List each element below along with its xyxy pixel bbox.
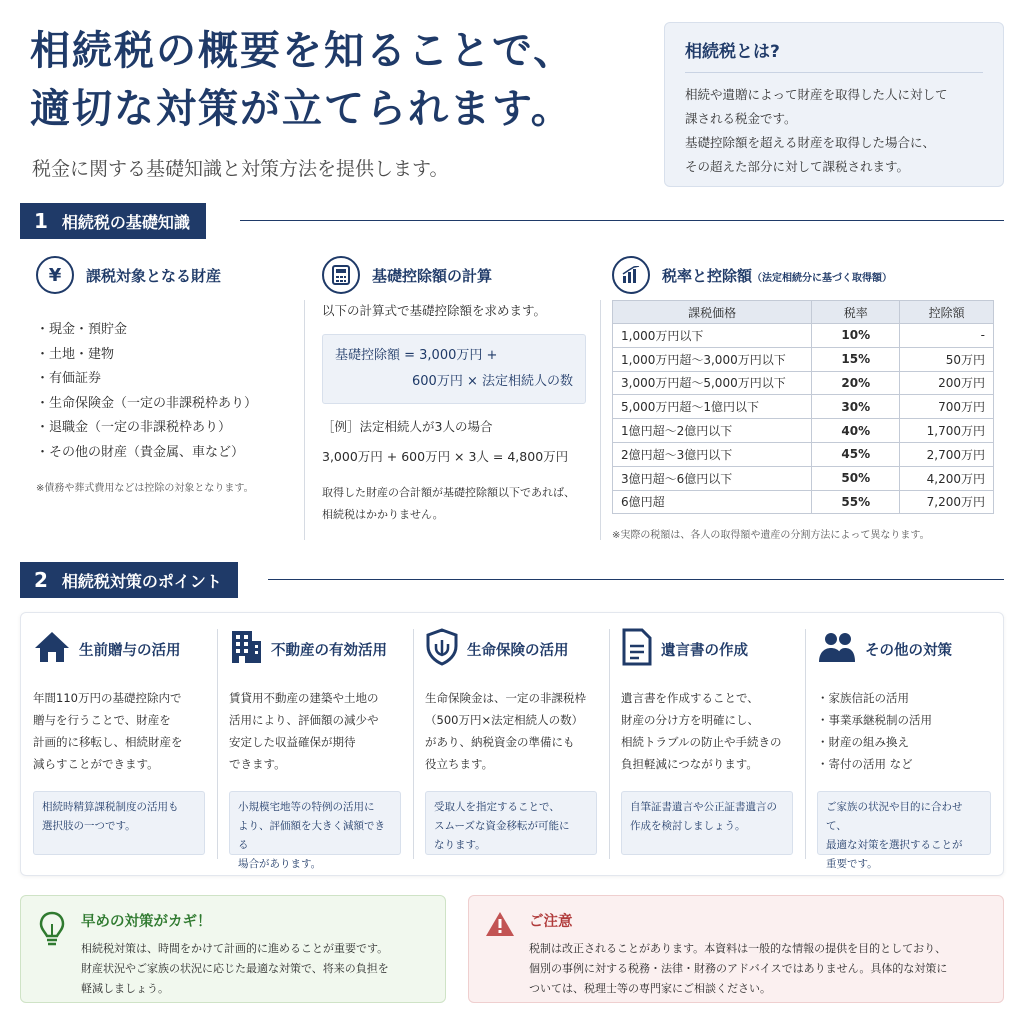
rates-column (612, 256, 1004, 541)
text-line: 贈与を行うことで、財産を (33, 713, 171, 727)
text-line: ・財産の組み換え (817, 735, 909, 749)
deduction-example-calc: 3,000万円 + 600万円 × 3人 = 4,800万円 (322, 449, 569, 464)
table-cell: 3億円超～6億円以下 (613, 466, 812, 490)
point-card-text (425, 687, 597, 787)
note-line: 作成を検討しましょう。 (630, 820, 746, 832)
text-line: 遺言書を作成することで、 (621, 691, 759, 705)
document-icon (621, 628, 653, 670)
title-line-1: 相続税の概要を知ることで、 (30, 27, 576, 74)
info-line: 課される税金です。 (685, 111, 797, 126)
table-header-cell: 控除額 (900, 301, 994, 324)
deduction-title: 基礎控除額の計算 (372, 266, 493, 285)
column-divider (304, 300, 305, 540)
deduction-footer-line: 相続税はかかりません。 (322, 508, 444, 521)
section-1-tag (20, 203, 206, 239)
section-title: 相続税の基礎知識 (61, 212, 190, 232)
table-cell: 40% (812, 419, 900, 443)
table-row (613, 347, 994, 371)
text-line: 役立ちます。 (425, 757, 494, 771)
table-cell: 700万円 (900, 395, 994, 419)
text-line: 負担軽減につながります。 (621, 757, 758, 771)
rates-title-note: （法定相続分に基づく取得額） (752, 272, 893, 284)
info-box-title: 相続税とは? (685, 37, 983, 73)
formula-line-2: 600万円 × 法定相続人の数 (412, 374, 573, 389)
table-row (613, 490, 994, 514)
deduction-intro: 以下の計算式で基礎控除額を求めます。 (322, 303, 547, 318)
table-cell: 20% (812, 371, 900, 395)
section-title: 相続税対策のポイント (61, 571, 222, 591)
table-cell: - (900, 324, 994, 348)
info-line: 基礎控除額を超える財産を取得した場合に、 (685, 135, 936, 150)
text-line: （500万円×法定相続人の数） (425, 713, 584, 727)
column-divider (600, 300, 601, 540)
section-2-heading (20, 562, 238, 598)
point-card-title: 遺言書の作成 (661, 642, 748, 659)
rates-title (662, 265, 892, 286)
list-item: ・有価証券 (36, 371, 102, 386)
table-cell: 200万円 (900, 371, 994, 395)
text-line: 安定した収益確保が期待 (229, 735, 356, 749)
house-icon (33, 630, 71, 668)
text-line: ついては、税理士等の専門家にご相談ください。 (529, 982, 771, 995)
note-line: より、評価額を大きく減額できる (238, 820, 385, 851)
section-2-tag (20, 562, 238, 598)
taxable-property-list (36, 318, 296, 465)
taxable-property-title: 課税対象となる財産 (86, 266, 222, 285)
section-number: 2 (34, 568, 48, 592)
note-line: スムーズな資金移転が可能に (434, 820, 570, 832)
deduction-footer-line: 取得した財産の合計額が基礎控除額以下であれば、 (322, 486, 575, 499)
note-line: 自筆証書遺言や公正証書遺言の (630, 801, 777, 813)
point-card-title: 不動産の有効活用 (271, 642, 387, 659)
point-card-note-box (425, 791, 597, 855)
point-card-heading (817, 629, 991, 669)
point-card-note-box (229, 791, 401, 870)
note-line: 小規模宅地等の特例の活用に (238, 801, 375, 813)
list-item: ・その他の財産（貴金属、車など） (36, 444, 245, 460)
table-row (613, 466, 994, 490)
table-cell: 15% (812, 347, 900, 371)
note-line: 選択肢の一つです。 (42, 820, 136, 832)
tip-text (81, 939, 389, 999)
section-number: 1 (34, 209, 48, 233)
text-line: 財産の分け方を明確にし、 (621, 713, 759, 727)
rates-note: ※実際の税額は、各人の取得額や遺産の分割方法によって異なります。 (612, 530, 930, 542)
point-card-note-box (33, 791, 205, 855)
text-line: 計画的に移転し、相続財産を (33, 735, 183, 749)
tip-title: 早めの対策がカギ！ (81, 914, 212, 930)
list-item: ・現金・預貯金 (36, 322, 128, 337)
point-card (609, 613, 805, 875)
info-box (664, 22, 1004, 187)
point-card-heading (621, 629, 793, 669)
deduction-footer (322, 482, 592, 526)
text-line: 税制は改正されることがあります。本資料は一般的な情報の提供を目的としており、 (529, 942, 947, 955)
bar-chart-icon (612, 256, 650, 294)
text-line: できます。 (229, 757, 286, 771)
rates-title-text: 税率と控除額 (662, 266, 753, 285)
point-card-heading (33, 629, 205, 669)
formula-line-1: 基礎控除額 = 3,000万円 + (335, 348, 498, 363)
point-card-text (817, 687, 991, 787)
deduction-example-label: ［例］法定相続人が3人の場合 (322, 419, 493, 434)
table-cell: 1,000万円以下 (613, 324, 812, 348)
people-icon (817, 630, 857, 668)
text-line: 年間110万円の基礎控除内で (33, 691, 182, 705)
tip-callout (20, 895, 446, 1003)
warning-title: ご注意 (529, 914, 573, 930)
note-line: 最適な対策を選択することが (826, 839, 963, 851)
text-line: 個別の事例に対する税務・法律・財務のアドバイスではありません。具体的な対策に (529, 962, 948, 975)
table-cell: 7,200万円 (900, 490, 994, 514)
taxable-property-heading (36, 256, 296, 294)
table-cell: 6億円超 (613, 490, 812, 514)
warning-callout (468, 895, 1004, 1003)
text-line: ・事業承継税制の活用 (817, 713, 932, 727)
point-card-heading (425, 629, 597, 669)
taxable-property-column (36, 256, 296, 494)
table-cell: 55% (812, 490, 900, 514)
yen-coin-icon: ¥ (36, 256, 74, 294)
table-cell: 50% (812, 466, 900, 490)
point-card (805, 613, 1003, 875)
table-cell: 1,000万円超～3,000万円以下 (613, 347, 812, 371)
table-cell: 1億円超～2億円以下 (613, 419, 812, 443)
table-cell: 4,200万円 (900, 466, 994, 490)
point-card-heading (229, 629, 401, 669)
rates-heading (612, 256, 1004, 294)
table-row (613, 395, 994, 419)
table-row (613, 442, 994, 466)
table-row (613, 371, 994, 395)
table-cell: 10% (812, 324, 900, 348)
table-cell: 2億円超～3億円以下 (613, 442, 812, 466)
info-line: その超えた部分に対して課税されます。 (685, 159, 910, 174)
table-header-cell: 税率 (812, 301, 900, 324)
table-header-row (613, 301, 994, 324)
note-line: なります。 (434, 839, 486, 851)
section-1-heading (20, 203, 206, 239)
deduction-column (322, 256, 592, 526)
note-line: 受取人を指定することで、 (434, 801, 560, 813)
calculator-icon (322, 256, 360, 294)
note-line: 相続時精算課税制度の活用も (42, 801, 179, 813)
text-line: 軽減しましょう。 (81, 982, 169, 995)
warning-icon (485, 910, 515, 1002)
note-line: 場合があります。 (238, 858, 322, 870)
point-card (413, 613, 609, 875)
point-card-title: 生命保険の活用 (467, 642, 569, 659)
point-card-title: その他の対策 (865, 642, 952, 659)
text-line: ・家族信託の活用 (817, 691, 909, 705)
text-line: 減らすことができます。 (33, 757, 159, 771)
list-item: ・土地・建物 (36, 346, 115, 362)
point-card (21, 613, 217, 875)
info-line: 相続や遺贈によって財産を取得した人に対して (685, 87, 948, 102)
list-item: ・生命保険金（一定の非課税枠あり） (36, 395, 258, 411)
table-cell: 45% (812, 442, 900, 466)
text-line: 生命保険金は、一定の非課税枠 (425, 691, 586, 705)
note-line: ご家族の状況や目的に合わせて、 (826, 801, 963, 832)
point-card-text (621, 687, 793, 787)
deduction-formula-box (322, 334, 586, 404)
table-cell: 5,000万円超～1億円以下 (613, 395, 812, 419)
text-line: 財産状況やご家族の状況に応じた最適な対策で、将来の負担を (81, 962, 389, 975)
point-card-note-box (817, 791, 991, 870)
table-header-cell: 課税価格 (613, 301, 812, 324)
rates-table (612, 300, 994, 514)
warning-text (529, 939, 947, 999)
point-card-title: 生前贈与の活用 (79, 642, 181, 659)
text-line: 相続税対策は、時間をかけて計画的に進めることが重要です。 (81, 942, 389, 955)
points-panel (20, 612, 1004, 876)
page-title (30, 22, 575, 138)
taxable-property-note: ※債務や葬式費用などは控除の対象となります。 (36, 483, 254, 494)
text-line: ・寄付の活用 など (817, 757, 913, 771)
table-cell: 3,000万円超～5,000万円以下 (613, 371, 812, 395)
text-line: 相続トラブルの防止や手続きの (621, 735, 782, 749)
page-subtitle: 税金に関する基礎知識と対策方法を提供します。 (32, 158, 449, 180)
section-1-rule (240, 220, 1004, 221)
list-item: ・退職金（一定の非課税枠あり） (36, 420, 232, 435)
section-2-rule (268, 579, 1004, 580)
note-line: 重要です。 (826, 858, 878, 870)
table-cell: 50万円 (900, 347, 994, 371)
deduction-heading (322, 256, 592, 294)
table-row (613, 419, 994, 443)
point-card (217, 613, 413, 875)
building-icon (229, 629, 263, 669)
title-line-2: 適切な対策が立てられます。 (30, 85, 573, 132)
text-line: 賃貸用不動産の建築や土地の (229, 691, 379, 705)
point-card-note-box (621, 791, 793, 855)
table-cell: 1,700万円 (900, 419, 994, 443)
text-line: 活用により、評価額の減少や (229, 713, 379, 727)
lightbulb-icon (37, 910, 67, 1002)
table-cell: 2,700万円 (900, 442, 994, 466)
point-card-text (229, 687, 401, 787)
point-card-text (33, 687, 205, 787)
text-line: があり、納税資金の準備にも (425, 735, 575, 749)
table-cell: 30% (812, 395, 900, 419)
shield-icon (425, 628, 459, 670)
table-row (613, 324, 994, 348)
